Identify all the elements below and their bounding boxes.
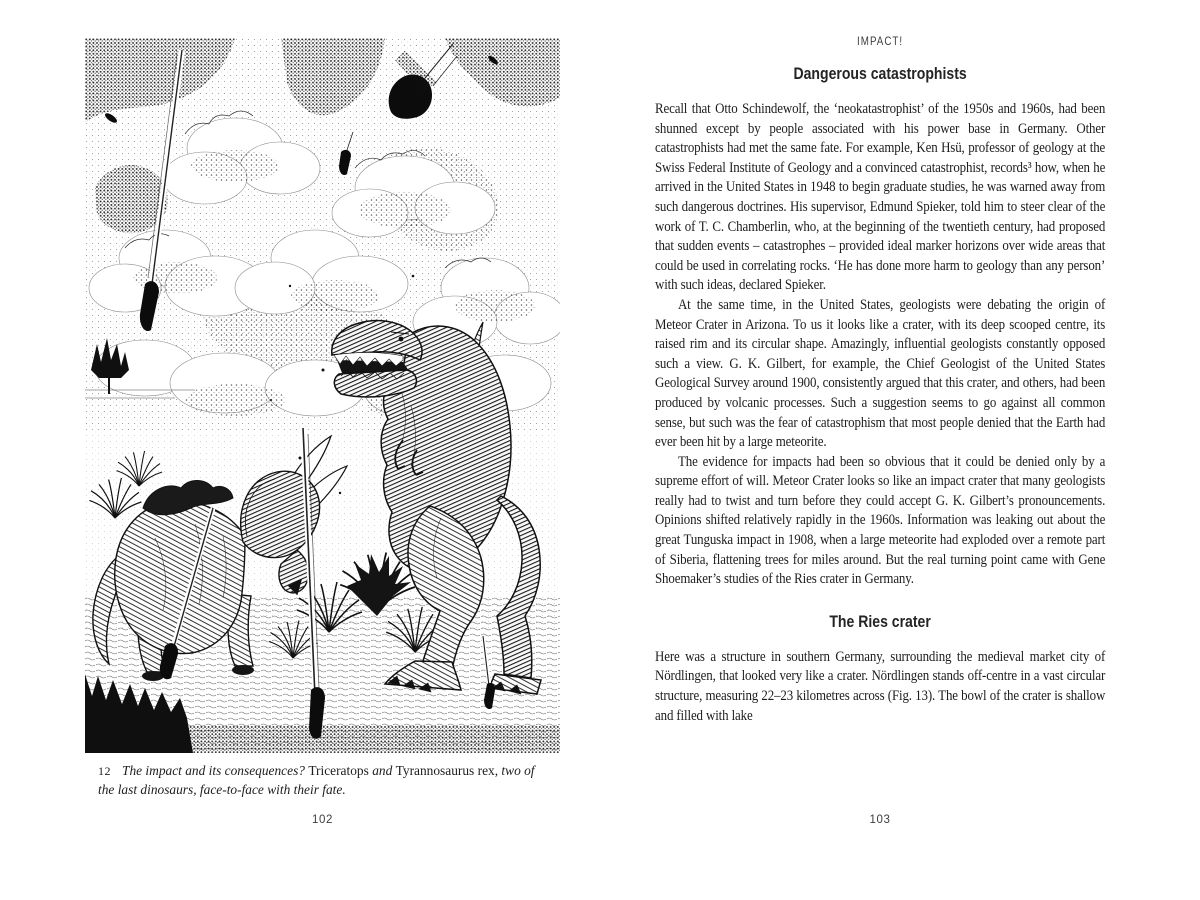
paragraph: At the same time, in the United States, geologists were debating the origin of Meteor Crater in Arizona. To us it looks like a crater, with its deep scooped centre, its raised rim and its circular shape. Amazingly, influential geologists constantly opposed such a view. G. K. Gilbert, for example, the Chief Geologist of the United States Geological Survey around 1900, consistently argued that this crater, and others, had been produced by volcanic processes. Such a suggestion seems to go against all common sense, but such was the fear of catastrophism that most people denied that the Earth had ever been hit by a large meteorite. — [655, 295, 1106, 451]
right-page — [655, 36, 1105, 725]
paragraph: Recall that Otto Schindewolf, the ‘neokatastrophist’ of the 1950s and 1960s, had been shunned except by people associated with his power base in Germany. Other catastrophists had met the same fate. For example, Ken Hsü, professor of geology at the Swiss Federal Institute of Geology and a convinced catastrophist, records³ how, when he arrived in the United States in 1948 to begin graduate studies, he was warned away from such dangerous doctrines. His supervisor, Edmund Spieker, told him to steer clear of the work of T. C. Chamberlin, who, at the beginning of the twentieth century, had proposed that sudden events – catastrophes – provided ideal marker horizons over wide areas that could be used in correlating rocks. ‘He has done more harm to geology than any person’ with such ideas, declared Spieker. — [655, 100, 1106, 294]
caption-part: and — [372, 763, 396, 778]
caption-part: two of the last dinosaurs, face-to-face with their fate. — [98, 763, 535, 797]
right-page-sections — [655, 65, 1105, 725]
page-number-left: 102 — [312, 814, 333, 826]
paragraph: The evidence for impacts had been so obvious that it could be denied only by a supreme effort of will. Meteor Crater looks so like an impact crater that many geologists really had to twist and turn before they could accept G. K. Gilbert’s pronouncements. Opinions shifted relatively rapidly in the 1960s. Information was leaking out about the great Tunguska impact in 1908, when a large meteorite had exploded over a remote part of Siberia, flattening trees for miles around. But the real turning point came with Gene Shoemaker’s studies of the Ries crater in Germany. — [655, 452, 1106, 588]
figure-number: 12 — [98, 764, 111, 778]
section-heading: The Ries crater — [829, 612, 931, 631]
paragraph: Here was a structure in southern Germany, surrounding the medieval market city of Nördlingen, that looked very like a crater. Nördlingen stands off-centre in a vast circular structure, measuring 22–23 kilometres across (Fig. 13). The bowl of the crater is shallow and filled with lake — [655, 647, 1106, 724]
figure-illustration — [85, 38, 560, 753]
running-header: IMPACT! — [857, 36, 904, 48]
caption-part: Triceratops — [308, 763, 373, 778]
page-number-right: 103 — [869, 814, 891, 826]
figure-caption-text — [98, 763, 535, 797]
caption-part: Tyrannosaurus rex, — [395, 763, 502, 778]
figure-caption — [98, 762, 544, 799]
caption-part: The impact and its consequences? — [122, 763, 309, 778]
section-heading: Dangerous catastrophists — [793, 65, 967, 83]
dinosaur-meteor-illustration — [85, 38, 560, 753]
